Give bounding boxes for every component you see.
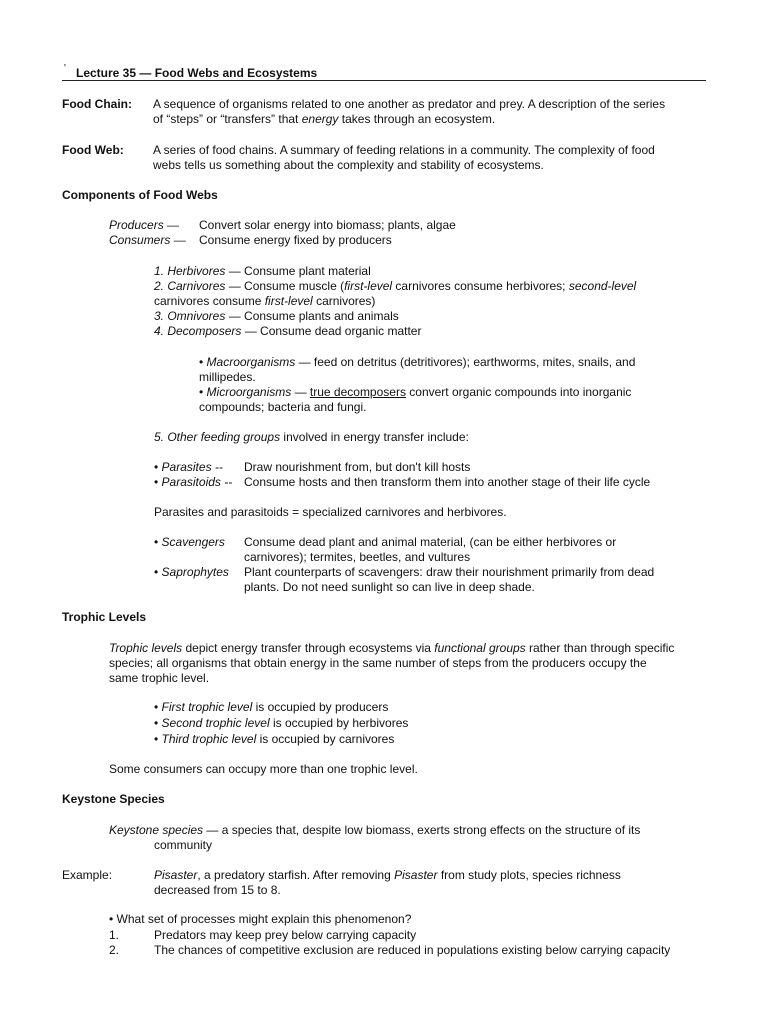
parasites-term: • Parasites --	[154, 460, 223, 474]
example-label: Example:	[62, 868, 113, 882]
keystone-def-line2: community	[154, 838, 213, 852]
parasites-summary: Parasites and parasitoids = specialized carnivores and herbivores.	[154, 505, 507, 519]
trophic-para-line1: Trophic levels depict energy transfer through ecosystems via functional groups rather than through specific	[109, 641, 675, 655]
second-trophic-item: • Second trophic level is occupied by herbivores	[154, 716, 409, 730]
producers-term: Producers —	[109, 218, 180, 232]
saprophytes-def-line2: plants. Do not need sunlight so can live in deep shade.	[244, 580, 535, 594]
list-item-1: Predators may keep prey below carrying capacity	[154, 928, 417, 942]
example-line2: decreased from 15 to 8.	[154, 883, 281, 897]
example-line1: Pisaster, a predatory starfish. After removing Pisaster from study plots, species richness	[154, 868, 621, 882]
microorganisms-item: • Microorganisms — true decomposers convert organic compounds into inorganic	[199, 385, 632, 399]
trophic-note: Some consumers can occupy more than one trophic level.	[109, 762, 418, 776]
consumers-def: Consume energy fixed by producers	[199, 233, 392, 247]
parasitoids-term: • Parasitoids --	[154, 475, 233, 489]
header-tick: '	[64, 63, 66, 74]
scavengers-def-line1: Consume dead plant and animal material, (can be either herbivores or	[244, 535, 617, 549]
list-number-1: 1.	[109, 928, 120, 942]
third-trophic-item: • Third trophic level is occupied by carnivores	[154, 732, 395, 746]
other-feeding-groups: 5. Other feeding groups involved in energy transfer include:	[154, 430, 469, 444]
omnivores-item: 3. Omnivores — Consume plants and animals	[154, 309, 399, 323]
keystone-heading: Keystone Species	[62, 792, 165, 806]
food-chain-def-line1: A sequence of organisms related to one another as predator and prey. A description of the series	[153, 97, 666, 111]
producers-def: Convert solar energy into biomass; plants, algae	[199, 218, 456, 232]
saprophytes-term: • Saprophytes	[154, 565, 229, 579]
trophic-para-line2: species; all organisms that obtain energy in the same number of steps from the producers occupy the	[109, 656, 647, 670]
macroorganisms-item: • Macroorganisms — feed on detritus (detritivores); earthworms, mites, snails, and	[199, 355, 636, 369]
food-web-def-line1: A series of food chains. A summary of feeding relations in a community. The complexity of food	[153, 143, 655, 157]
keystone-def-line1: Keystone species — a species that, despite low biomass, exerts strong effects on the structure of its	[109, 823, 641, 837]
food-chain-term: Food Chain:	[62, 97, 132, 111]
herbivores-item: 1. Herbivores — Consume plant material	[154, 264, 371, 278]
scavengers-term: • Scavengers	[154, 535, 225, 549]
decomposers-item: 4. Decomposers — Consume dead organic matter	[154, 324, 422, 338]
trophic-para-line3: same trophic level.	[109, 671, 210, 685]
list-item-2: The chances of competitive exclusion are reduced in populations existing below carrying capacity	[154, 943, 671, 957]
parasites-def: Draw nourishment from, but don't kill hosts	[244, 460, 471, 474]
page-title: Lecture 35 — Food Webs and Ecosystems	[76, 66, 318, 80]
trophic-heading: Trophic Levels	[62, 610, 147, 624]
food-web-term: Food Web:	[62, 143, 124, 157]
title-rule	[62, 80, 706, 81]
keystone-question: • What set of processes might explain this phenomenon?	[109, 912, 412, 926]
macroorganisms-item-line2: millipedes.	[199, 370, 256, 384]
list-number-2: 2.	[109, 943, 120, 957]
carnivores-item: 2. Carnivores — Consume muscle (first-level carnivores consume herbivores; second-level	[154, 279, 637, 293]
food-web-def-line2: webs tells us something about the complexity and stability of ecosystems.	[153, 158, 544, 172]
saprophytes-def-line1: Plant counterparts of scavengers: draw their nourishment primarily from dead	[244, 565, 655, 579]
microorganisms-item-line2: compounds; bacteria and fungi.	[199, 400, 367, 414]
consumers-term: Consumers —	[109, 233, 186, 247]
parasitoids-def: Consume hosts and then transform them into another stage of their life cycle	[244, 475, 651, 489]
food-chain-def-line2: of “steps” or “transfers” that energy takes through an ecosystem.	[153, 112, 496, 126]
components-heading: Components of Food Webs	[62, 188, 218, 202]
first-trophic-item: • First trophic level is occupied by producers	[154, 700, 389, 714]
scavengers-def-line2: carnivores); termites, beetles, and vultures	[244, 550, 471, 564]
carnivores-item-line2: carnivores consume first-level carnivores)	[154, 294, 376, 308]
